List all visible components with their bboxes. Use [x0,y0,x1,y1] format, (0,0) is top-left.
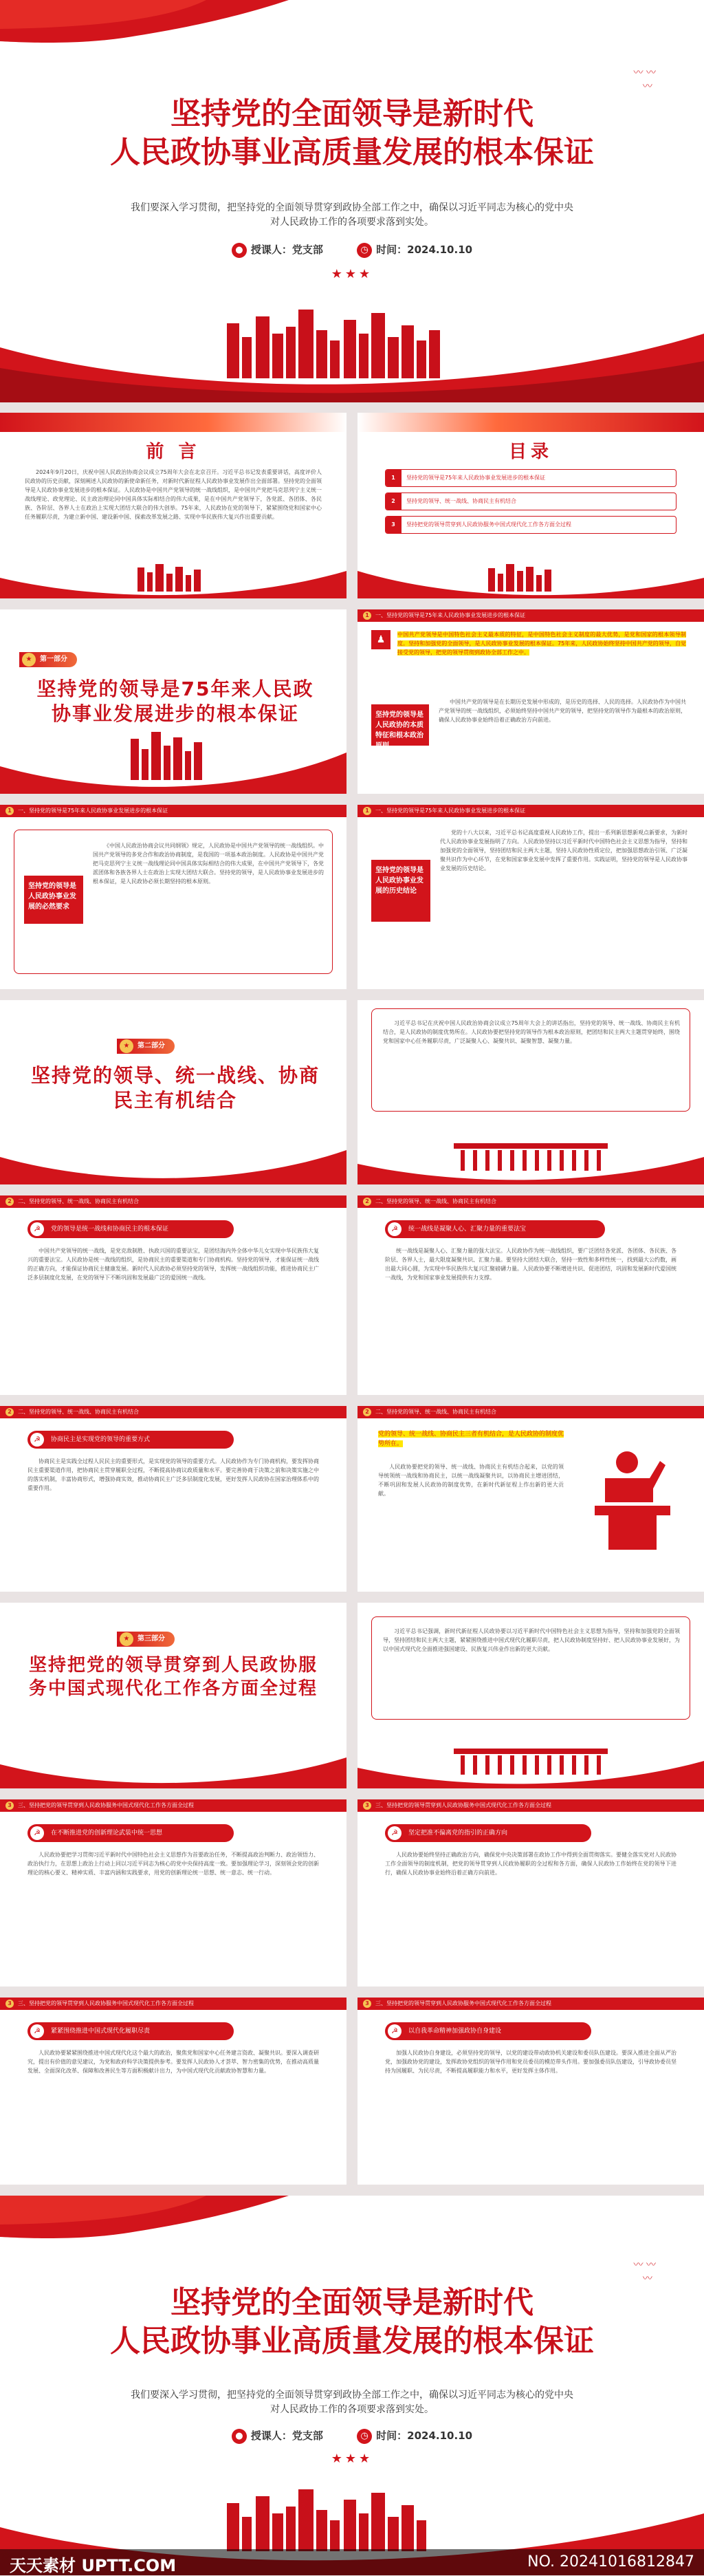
preface-slide [0,413,346,598]
hero-intro: 我们要深入学习贯彻，把坚持党的全面领导贯穿到政协全部工作之中，确保以习近平同志为核心的党中央对人民政协工作的各项要求落到实处。 [131,2390,573,2415]
toc-item-1[interactable]: 1 坚持党的领导是75年来人民政协事业发展进步的根本保证 [385,469,676,487]
body-text: 党的十八大以来，习近平总书记高度重视人民政协工作，提出一系列新思想新观点新要求，为新时代人民政协事业发展指明了方向。人民政协坚持以习近平新时代中国特色社会主义思想为指导，坚持和加强党的全面领导，坚持团结和民主两大主题，坚持人民政协性质定位，把加强思想政治引领、广泛凝聚共识作为中心环节，在党和国家事业发展中发挥了重要作用。实践证明，坚持党的领导是人民政协事业发展的历史结论。 [440,830,688,872]
user-icon: ● [232,2429,247,2444]
toc-slide [358,413,704,598]
speaker-label: 授课人：党支部 [250,2429,323,2442]
part1-title: 坚持党的领导是75年来人民政协事业发展进步的根本保证 [36,678,314,725]
toc-item-3[interactable]: 3 坚持把党的领导贯穿到人民政协服务中国式现代化工作各方面全过程 [385,516,676,534]
part3-slide-c [358,1799,704,1987]
subheading-tag: ☭ 坚定把准不偏离党的指引的正确方向 [385,1824,591,1842]
great-hall-illustration [358,1123,704,1184]
content-card [371,1008,690,1112]
key-point-box: 坚持党的领导是人民政协事业发展的必然要求 [24,876,83,924]
content-card [14,830,333,974]
hero-slide-top [0,0,704,402]
part3-slide-a [358,1603,704,1788]
part3-badge: ★ 第三部分 [117,1632,175,1647]
part1-slide-b [0,805,346,989]
section-bar: 3 三、坚持把党的领导贯穿到人民政协服务中国式现代化工作各方面全过程 [358,1998,704,2010]
part1-slide-c [358,805,704,989]
subheading-tag: ☭ 协商民主是实现党的领导的重要方式 [28,1431,234,1449]
user-icon: ● [232,243,247,258]
section-bar: 1 一、坚持党的领导是75年来人民政协事业发展进步的根本保证 [358,805,704,817]
body-text: 《中国人民政治协商会议共同纲领》规定，人民政协是中国共产党领导的统一战线组织。中国共产党领导的多党合作和政治协商制度，是我国的一项基本政治制度。人民政协是中国共产党把马克思列宁主义统一战线理论同中国具体实际相结合的伟大成果，在中国共产党领导下，各党派团体和各族各界人士在政治上实现大团结大联合。坚持党的领导，是人民政协事业发展进步的根本保证，是人民政协必须长期坚持的根本原则。 [93,843,324,885]
key-point-box: 坚持党的领导是人民政协的本质特征和根本政治原则 [371,704,429,746]
party-emblem-icon: ☭ [30,1826,44,1840]
party-emblem-icon: ☭ [30,2024,44,2038]
time-label: 时间：2024.10.10 [376,2429,473,2442]
section-bar: 1 一、坚持党的领导是75年来人民政协事业发展进步的根本保证 [0,805,346,817]
body-text: 人民政协要把学习贯彻习近平新时代中国特色社会主义思想作为首要政治任务，不断提高政治判断力、政治领悟力、政治执行力，在思想上政治上行动上同以习近平同志为核心的党中央保持高度一致。要加强理论学习，深刻领会党的创新理论的核心要义、精神实质、丰富内涵和实践要求，用党的创新理论统一思想、统一意志、统一行动。 [28,1852,319,1876]
star-icon: ★ [22,653,36,667]
part2-slide-d [0,1406,346,1592]
subheading-tag: ☭ 以自我革命精神加强政协自身建设 [385,2022,591,2040]
party-emblem-icon: ☭ [30,1433,44,1447]
red-wave-top [358,413,704,432]
section-bar: 2 二、坚持党的领导、统一战线、协商民主有机结合 [0,1406,346,1418]
body-text: 人民政协要始终坚持正确政治方向，确保党中央决策部署在政协工作中得到全面贯彻落实。要健全落实党对人民政协工作全面领导的制度机制，把党的领导贯穿到人民政协履职的全过程和各方面，确保人民政协工作始终在党的领导下进行，确保人民政协事业始终沿着正确方向前进。 [385,1852,676,1876]
key-point-box: 坚持党的领导是人民政协事业发展的历史结论 [371,860,430,922]
section-bar: 3 三、坚持把党的领导贯穿到人民政协服务中国式现代化工作各方面全过程 [0,1998,346,2010]
skyline-illustration [0,564,346,598]
body-text: 习近平总书记强调，新时代新征程人民政协要以习近平新时代中国特色社会主义思想为指导，坚持和加强党的全面领导，坚持团结和民主两大主题，紧紧围绕推进中国式现代化履职尽责，把人民政协制度坚持好、把人民政协事业发展好，为以中国式现代化全面推进强国建设、民族复兴伟业作出新的更大贡献。 [383,1628,680,1652]
speaker-label: 授课人：党支部 [250,243,323,256]
part3-slide-e [358,1998,704,2185]
skyline-illustration [0,732,346,794]
skyline-illustration [358,564,704,598]
section-bar: 3 三、坚持把党的领导贯穿到人民政协服务中国式现代化工作各方面全过程 [358,1799,704,1812]
highlight-paragraph: 中国共产党领导是中国特色社会主义最本质的特征，是中国特色社会主义制度的最大优势，是党和国家的根本领导制度。坚持和加强党的全面领导，是人民政协事业发展的根本保证。75年来，人民政协始终坚持中国共产党的领导，自觉接受党的领导，把党的领导贯彻到政协全部工作之中。 [397,631,686,656]
toc-title: 目录 [508,442,553,462]
clock-icon: ◷ [357,243,372,258]
section-bar: 2 二、坚持党的领导、统一战线、协商民主有机结合 [358,1406,704,1418]
birds-icon: 〰 〰 〰 [633,2260,656,2284]
body-text: 协商民主是实践全过程人民民主的重要形式，是实现党的领导的重要方式。人民政协作为专门协商机构，要发挥协商民主重要渠道作用，把协商民主贯穿履职全过程，不断提高协商议政质量和水平。要完善协商于决策之前和决策实施之中的落实机制，丰富协商形式，增强协商实效，推动协商民主广泛多层制度化发展，更好发挥人民政协在国家治理体系中的重要作用。 [28,1458,319,1491]
subheading-tag: ☭ 紧紧围绕推进中国式现代化履职尽责 [28,2022,234,2040]
body-text: 人民政协要紧紧围绕推进中国式现代化这个最大的政治，聚焦党和国家中心任务建言资政、凝聚共识。要深入调查研究，提出有价值的意见建议，为党和政府科学决策提供参考。要发挥人民政协人才荟萃、智力密集的优势，在推动高质量发展、全面深化改革、保障和改善民生等方面积极献计出力，为中国式现代化贡献政协智慧和力量。 [28,2050,319,2074]
stars-decoration: ★★★ [331,2451,373,2466]
hero-title-line2: 人民政协事业高质量发展的根本保证 [110,135,594,170]
star-icon: ★ [120,1039,133,1053]
birds-icon: 〰 〰 〰 [633,67,656,92]
section-bar: 3 三、坚持把党的领导贯穿到人民政协服务中国式现代化工作各方面全过程 [0,1799,346,1812]
hero-title-line1: 坚持党的全面领导是新时代 [170,2285,534,2320]
hero-intro: 我们要深入学习贯彻，把坚持党的全面领导贯穿到政协全部工作之中，确保以习近平同志为核心的党中央对人民政协工作的各项要求落到实处。 [131,202,573,228]
part2-slide-c [358,1195,704,1395]
hero-meta [0,242,704,258]
red-wave-top [0,2196,704,2244]
speaker-podium-icon [584,1447,681,1550]
party-emblem-icon: ☭ [388,2024,402,2038]
subheading-tag: ☭ 统一战线是凝聚人心、汇聚力量的重要法宝 [385,1220,605,1238]
section-bar: 2 二、坚持党的领导、统一战线、协商民主有机结合 [358,1195,704,1208]
part2-slide-b [0,1195,346,1395]
part1-badge: ★ 第一部分 [19,652,77,667]
part3-title: 坚持把党的领导贯穿到人民政协服务中国式现代化工作各方面全过程 [28,1655,318,1699]
body-text: 人民政协要把党的领导、统一战线、协商民主有机结合起来，以党的领导统领统一战线和协商民主，以统一战线凝聚共识，以协商民主增进团结，不断巩固和发展人民政协的制度优势，在新时代新征程上作出新的更大贡献。 [378,1464,564,1497]
hero-slide-bottom [0,2196,704,2575]
time-label: 时间：2024.10.10 [376,243,473,256]
part2-title: 坚持党的领导、统一战线、协商民主有机结合 [30,1064,320,1112]
part3-slide-b [0,1799,346,1987]
part1-cover-slide [0,609,346,794]
watermark-bar [0,2549,704,2575]
hero-title [0,95,704,172]
party-emblem-icon: ☭ [388,1222,402,1236]
part2-cover-slide [0,1000,346,1184]
great-hall-illustration [358,1733,704,1788]
part3-cover-slide [0,1603,346,1788]
skyline-wave-illustration [0,306,704,402]
hero-title [0,2284,704,2361]
hero-meta [0,2428,704,2444]
subheading-tag: ☭ 党的领导是统一战线和协商民主的根本保证 [28,1220,234,1238]
watermark-site: 天天素材 UPTT.COM [10,2556,177,2575]
body-text: 中国共产党领导的统一战线，是党克敌制胜、执政兴国的重要法宝，是团结海内外全体中华儿女实现中华民族伟大复兴的重要法宝。人民政协是统一战线的组织，是协商民主的重要渠道和专门协商机构。坚持党的领导，才能保证统一战线的正确方向，才能保证协商民主健康发展。新时代人民政协必须坚持党的领导，发挥统一战线组织功能，推进协商民主广泛多层制度化发展，在党的领导下不断巩固和发展最广泛的爱国统一战线。 [28,1248,319,1281]
section-bar: 1 一、坚持党的领导是75年来人民政协事业发展进步的根本保证 [358,609,704,622]
body-text: 统一战线是凝聚人心、汇聚力量的强大法宝。人民政协作为统一战线组织，要广泛团结各党派、各团体、各民族、各阶层、各界人士，最大限度凝聚共识、汇聚力量。要坚持大团结大联合，坚持一致性和多样性统一，找到最大公约数，画出最大同心圆，为实现中华民族伟大复兴汇聚磅礴力量。人民政协要不断增进共识、促进团结，巩固和发展新时代爱国统一战线，为党和国家事业发展提供有力支撑。 [385,1248,676,1281]
watermark-id: NO. 20241016812847 [527,2553,694,2570]
preface-text: 2024年9月20日，庆祝中国人民政治协商会议成立75周年大会在北京召开。习近平总书记发表重要讲话，高度评价人民政协的历史贡献，深刻阐述人民政协的新使命新任务，对新时代新征程人民政协事业发展作出全面部署。坚持党的全面领导是人民政协事业发展进步的根本保证。人民政协是中国共产党领导的统一战线组织，是中国共产党把马克思列宁主义统一战线理论、政党理论、民主政治理论同中国具体实际相结合的伟大成果，是在中国共产党领导下，各党派、各团体、各民族、各阶层、各界人士在政治上实现大团结大联合的伟大创举。75年来，人民政协在党的领导下，紧紧围绕党和国家中心任务履职尽责，为建立新中国、建设新中国、探索改革发展之路、实现中华民族伟大复兴作出重要贡献。 [25,469,322,520]
red-wave-top [0,0,704,48]
hero-title-line2: 人民政协事业高质量发展的根本保证 [110,2324,594,2359]
content-card [371,1616,690,1720]
toc-item-2[interactable]: 2 坚持党的领导、统一战线、协商民主有机结合 [385,493,676,510]
preface-title: 前 言 [146,442,201,462]
part3-slide-d [0,1998,346,2185]
star-icon: ★ [120,1632,133,1646]
part2-slide-a [358,1000,704,1184]
party-emblem-icon: ☭ [30,1222,44,1236]
body-text: 中国共产党的领导是在长期历史发展中形成的，是历史的选择、人民的选择。人民政协作为中国共产党领导的统一战线组织，必须始终坚持中国共产党的领导，把坚持党的领导作为最根本的政治原则，确保人民政协事业始终沿着正确政治方向前进。 [439,699,686,723]
part1-slide-a [358,609,704,794]
highlight-paragraph: 党的领导、统一战线、协商民主三者有机结合，是人民政协的制度优势所在。 [378,1431,564,1447]
section-bar: 2 二、坚持党的领导、统一战线、协商民主有机结合 [0,1195,346,1208]
clock-icon: ◷ [357,2429,372,2444]
body-text: 加强人民政协自身建设，必须坚持党的领导，以党的建设带动政协机关建设和委员队伍建设。要深入推进全面从严治党，加强政协党的建设，发挥政协党组织的领导作用和党员委员的模范带头作用。要加强委员队伍建设，引导政协委员坚持为国履职、为民尽责，不断提高履职能力和水平，更好发挥主体作用。 [385,2050,676,2074]
hero-title-line1: 坚持党的全面领导是新时代 [170,96,534,131]
red-wave-bottom [0,1747,346,1788]
part2-badge: ★ 第二部分 [117,1039,175,1054]
party-emblem-icon: ☭ [388,1826,402,1840]
red-wave-top [0,413,346,432]
stars-decoration: ★★★ [331,267,373,281]
subheading-tag: ☭ 在不断推进党的创新理论武装中统一思想 [28,1824,234,1842]
speaker-podium-icon: ♟ [371,630,390,649]
red-wave-bottom [0,1136,346,1184]
body-text: 习近平总书记在庆祝中国人民政治协商会议成立75周年大会上的讲话指出，坚持党的领导、统一战线、协商民主有机结合，是人民政协的制度优势所在。人民政协要把坚持党的领导作为根本政治原则，把团结和民主两大主题贯穿始终，围绕党和国家中心任务履职尽责，广泛凝聚人心、凝聚共识、凝聚智慧、凝聚力量。 [383,1020,680,1044]
part2-slide-e [358,1406,704,1592]
